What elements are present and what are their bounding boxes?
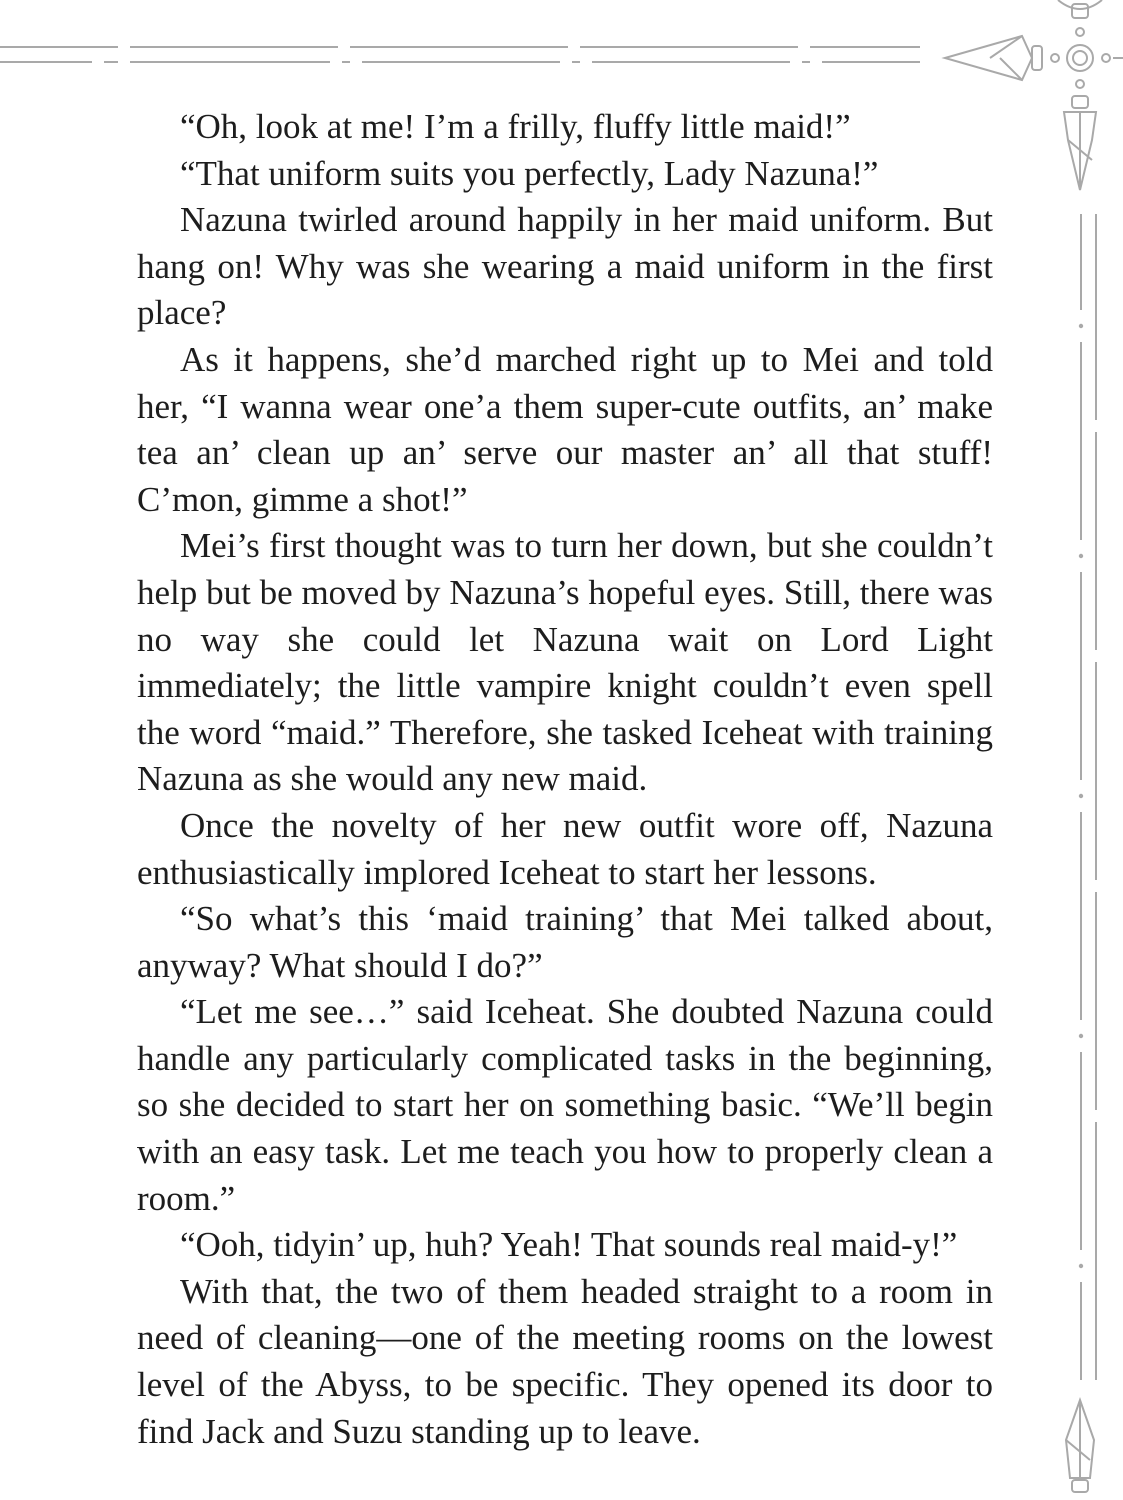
paragraph-7: “So what’s this ‘maid training’ that Mei talked about, anyway? What should I do?” (137, 899, 993, 985)
vertical-crystal-icon (1064, 96, 1096, 190)
paragraph-4: As it happens, she’d marched right up to Mei and told her, “I wanna wear one’a them super-cute outfits, an’ make tea an’ clean up an’ serve our master an’ all that stuff! C’mon, gimme a shot!” (137, 339, 993, 519)
paragraph-8: “Let me see…” said Iceheat. She doubted Nazuna could handle any particularly complicated tasks in the beginning, so she decided to start her on something basic. “We’ll begin with an easy task. Let me teach you how to properly clean a room.” (137, 992, 993, 1218)
paragraph-5: Mei’s first thought was to turn her down, but she couldn’t help but be moved by Nazuna’s hopeful eyes. Still, there was no way she could let Nazuna wait on Lord Light immediately; the little vampire knight couldn’t even spell the word “maid.” Therefore, she tasked Iceheat with training Nazuna as she would any new maid. (137, 526, 993, 799)
top-pendant-icon (1058, 0, 1102, 18)
body-text (137, 104, 993, 1455)
paragraph-2: “That uniform suits you perfectly, Lady Nazuna!” (180, 153, 879, 193)
circle-medallion-icon (1067, 28, 1123, 88)
horizontal-crystal-icon (945, 36, 1059, 80)
paragraph-10: With that, the two of them headed straight to a room in need of cleaning—one of the meeting rooms on the lowest level of the Abyss, to be specific. They opened its door to find Jack and Suzu standing up to leave. (137, 1271, 993, 1451)
paragraph-1: “Oh, look at me! I’m a frilly, fluffy little maid!” (180, 107, 851, 146)
paragraph-3: Nazuna twirled around happily in her maid uniform. But hang on! Why was she wearing a maid uniform in the first place? (137, 200, 993, 333)
bottom-crystal-icon (1066, 1400, 1094, 1492)
paragraph-6: Once the novelty of her new outfit wore off, Nazuna enthusiastically implored Iceheat to start her lessons. (137, 805, 993, 892)
paragraph-9: “Ooh, tidyin’ up, huh? Yeah! That sounds real maid-y!” (180, 1225, 958, 1265)
